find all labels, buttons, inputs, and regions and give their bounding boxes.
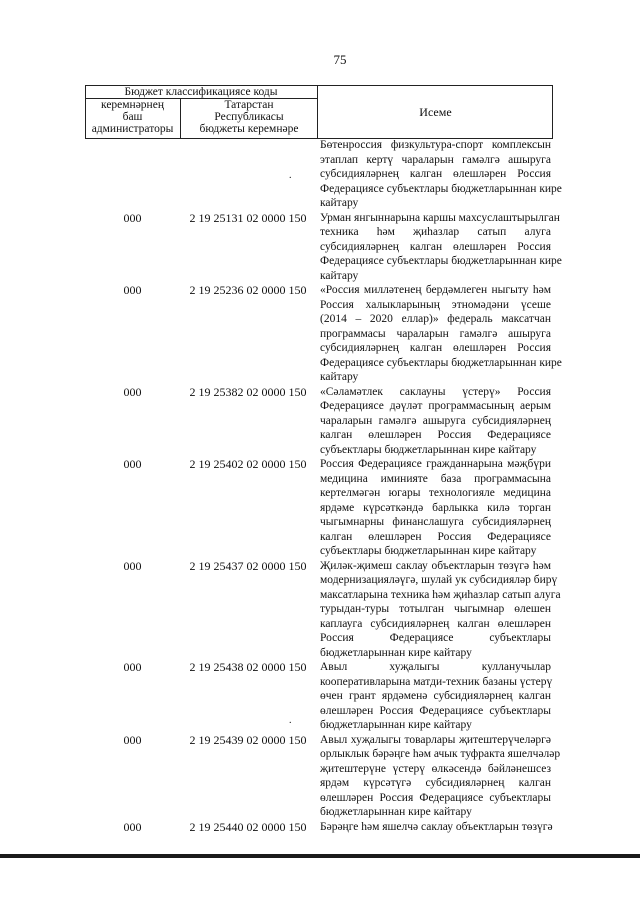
name-line: чараларын гамәлгә ашыруга субсидияләрнең [320,414,551,427]
name-line: өлешләрен Россия Федерациясе субъектлары [320,704,551,717]
column-header-admin: керемнәрнең баш администраторы [91,99,174,135]
name-line: Россия Федерациясе субъектлары [320,632,551,644]
name-line: субъектлары бюджетларыннан кире кайтару [320,443,537,456]
name-line: өчен грант ярдәменә субсидияләрнең калган [320,690,551,702]
admin-code-cell: 000 [123,660,142,674]
name-line: каплауга субсидияләрнең калган өлешләрен [320,617,551,630]
name-line: кайтару [320,371,359,383]
name-line: медицина иминияте база программасына [320,472,551,485]
table-row [85,732,561,820]
name-line: чыгымнарны финанслашуга субсидияләрнең [320,516,551,528]
name-line: кертелмәгән югары технологияле медицина [320,487,551,499]
column-header-code: Татарстан Республикасы бюджеты керемнәре [199,99,299,135]
table-row [85,457,553,559]
name-line: өлешләрен Россия Федерациясе субъектлары [320,791,551,804]
name-line: максатларына техника һәм җиһазлар сатып алуга [320,588,561,601]
name-line: техника һәм җиһазлар сатып алуга [320,226,551,238]
table-body [85,138,562,834]
name-line: субсидияләрнең калган өлешләрен Россия [320,240,551,253]
budget-code-cell: 2 19 25439 02 0000 150 [189,732,307,747]
table-row [85,210,562,284]
name-line: кайтару [320,269,359,282]
name-line: «Сәламәтлек саклауны үстерү» Россия [320,385,551,398]
name-line: модернизацияләүгә, шулай ук субсидияләр бирү [320,574,558,586]
name-line: Урман янгыннарына каршы махсуслаштырылган [320,211,560,224]
admin-code-cell: 000 [123,283,142,297]
name-cell [320,660,551,733]
budget-code-cell [180,138,316,211]
scan-edge-bar [0,854,640,858]
name-line: субсидияләрнең калган өлешләрен Россия [320,168,551,180]
name-line: Федерациясе дәүләт программасының аерым [320,400,551,412]
admin-code-cell: 000 [123,210,142,225]
name-line: Җиләк-җимеш саклау объектларын төзүгә һәм [320,559,551,572]
name-line: җитештерүне үстерү өлкәсендә бәйләнешсез [320,762,551,775]
budget-code-cell: 2 19 25437 02 0000 150 [189,558,307,573]
name-line: Федерациясе субъектлары бюджетларыннан кире [320,356,562,369]
budget-code-cell: 2 19 25236 02 0000 150 [189,283,307,297]
name-line: Авыл хуҗалыгы товарлары җитештерүчеләргә [320,733,551,746]
admin-code-cell: 000 [123,732,142,747]
name-cell [320,211,562,284]
name-line: бюджетларыннан кире кайтару [320,646,472,659]
name-line: Бәрәңге һәм яшелчә саклау объектларын төзүгә [320,820,553,833]
scan-speck: . [289,170,292,181]
budget-code-cell: 2 19 25402 02 0000 150 [189,457,307,471]
name-cell [320,457,551,559]
name-cell [320,733,561,820]
budget-code-cell: 2 19 25438 02 0000 150 [189,660,307,674]
column-header-name: Исеме [419,105,452,119]
name-cell [320,138,562,211]
admin-code-cell: 000 [123,558,142,573]
name-line: «Россия милләтенең бердәмлеген ныгыту һәм [320,284,551,296]
name-line: субсидияләрнең калган өлешләрен Россия [320,342,551,354]
name-line: субъектлары бюджетларыннан кире кайтару [320,545,537,557]
admin-code-cell: 000 [123,457,142,471]
admin-code-cell: 000 [123,819,142,834]
name-line: кооперативларына матди-техник базаны үстерү [320,675,553,688]
name-cell [320,283,562,385]
name-line: Бөтенроссия физкультура-спорт комплексын [320,139,551,151]
name-line: кайтару [320,197,359,209]
name-line: Федерациясе субъектлары бюджетларыннан кире [320,255,562,267]
name-line: Россия Федерациясе гражданнарына мәҗбүри [320,458,551,470]
group-header-title: Бюджет классификациясе коды [124,86,278,98]
name-line: турыдан-туры тотылган чыгымнар өлешен [320,603,551,615]
budget-code-cell: 2 19 25440 02 0000 150 [189,819,307,834]
name-line: Федерациясе субъектлары бюджетларыннан кире [320,182,562,195]
name-line: орлыклык бәрәңге һәм ачык туфракта яшелчәләр [320,748,561,760]
budget-code-cell: 2 19 25382 02 0000 150 [189,384,307,399]
table-row [85,558,561,661]
scan-speck: . [289,715,292,726]
name-line: ярдәм күрсәтүгә субсидияләрнең калган [320,777,551,789]
name-cell [320,820,551,835]
name-line: этаплап кертү чараларын гамәлгә ашыруга [320,153,551,166]
table-row [85,283,562,385]
name-line: бюджетларыннан кире кайтару [320,806,472,818]
table-header [85,85,553,139]
budget-code-cell: 2 19 25131 02 0000 150 [189,210,307,225]
name-line: ярдәме күрсәткәндә барлыкка килә торган [320,501,551,514]
name-line: калган өлешләрен Россия Федерациясе [320,429,551,441]
name-line: Россия халыкларының этномәдәни үсеше [320,298,551,311]
name-line: калган өлешләрен Россия Федерациясе [320,530,551,543]
page-number: 75 [333,52,347,67]
name-line: Авыл хуҗалыгы кулланучылар [320,661,551,673]
table-row [85,385,553,458]
admin-code-cell: 000 [123,384,142,399]
admin-code-cell [85,138,180,211]
name-line: бюджетларыннан кире кайтару [320,719,472,731]
name-line: программасы чараларын гамәлгә ашыруга [320,327,551,340]
table-row [85,820,553,835]
table-row [85,138,562,211]
name-cell [320,559,561,661]
name-line: (2014 – 2020 еллар)» федераль максатчан [320,313,551,325]
name-cell [320,385,551,458]
table-row [85,660,553,733]
